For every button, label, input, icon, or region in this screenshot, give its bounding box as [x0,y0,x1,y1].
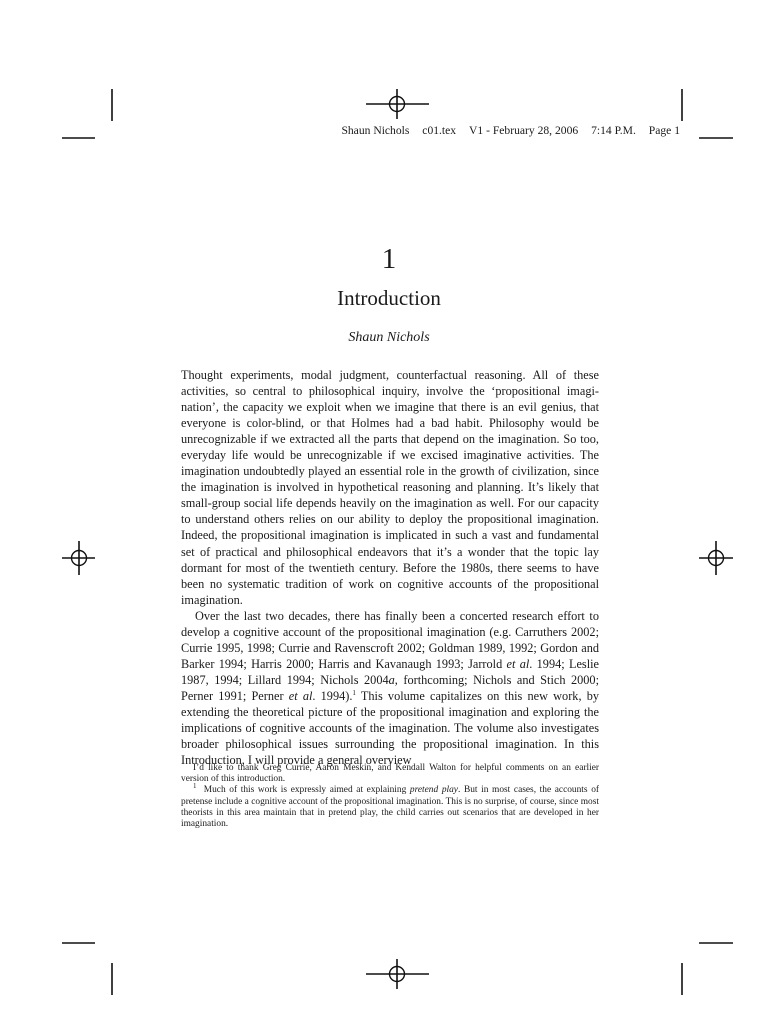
chapter-author: Shaun Nichols [348,330,430,345]
paragraph-2-text-d: . 1994). [312,688,353,703]
et-al-italic-1: et al [506,656,530,671]
registration-mark-left [62,541,95,575]
paragraph-2-text-a: Over the last two decades, there has finally been a concerted research effort to develop a cognitive account of the propositional imagination (e.g. Carruthers 2002; Currie 1995, 1998; Currie and Ravenscroft 2002; Goldman 1989, 1992; Gordon and Barker 1994; Harris 2000; Harris and Kavanaugh 1993; Jarrold [181,608,599,671]
header-time: 7:14 P.M. [591,124,636,137]
crop-mark-bottom-right [682,943,733,995]
running-header [331,124,680,137]
footnote-1 [181,782,600,830]
footnote-reference: 1 [352,688,356,697]
footnote-1-text-b: . But in most cases, the accounts of pretense include a cognitive account of the propositional imagination. This is no surprise, of course, since most theorists in this area maintain that in pretend play, the child carries out scenarios that are developed in her imagination. [181,785,600,830]
registration-mark-right [699,541,733,575]
et-al-italic-2: et al [288,688,313,703]
paragraph-1: Thought experiments, modal judgment, counterfactual reasoning. All of these activities, so central to philosophical inquiry, involve the ‘propositional imagination’, the capacity we exploit when we imagine that there is an evil genius, that everyone is color-blind, or that Holmes had a bad habit. Philosophy would be unrecognizable if we extracted all the parts that depend on the imagination. So too, everyday life would be unrecognizable if we excised imaginative activities. The imagination undoubtedly played an essential role in the growth of civilization, since the imagination is involved in hypothetical reasoning and planning. It’s likely that small-group social life depends heavily on the imagination as well. For our capacity to understand others relies on our ability to deploy the propositional imagination. Indeed, the propositional imagination is implicated in such a vast and fundamental set of practical and philosophical endeavors that it’s a wonder that the topic lay dormant for most of the twentieth century. Before the 1980s, there seems to have been no systematic tradition of work on cognitive accounts of the propositional imagination. [181,368,599,607]
registration-mark-bottom [366,959,429,989]
crop-mark-top-right [682,89,733,138]
paragraph-2-text-b: . 1994; Leslie 1987, 1994; Lillard 1994; Nichols 2004 [181,656,600,687]
footnotes [181,763,599,830]
paragraph-2 [181,608,599,768]
footnote-1-italic: pretend play [409,785,458,796]
footnote-1-number: 1 [193,782,197,791]
header-author: Shaun Nichols [341,124,410,137]
header-version: V1 - February 28, 2006 [469,124,579,137]
crop-mark-bottom-left [62,943,112,995]
chapter-title: Introduction [337,286,441,310]
citation-suffix-italic: a [388,672,395,687]
footnote-1-text-a: Much of this work is expressly aimed at explaining [203,785,410,796]
body-text [181,367,599,768]
header-page: Page 1 [648,124,680,137]
registration-mark-top [366,89,429,119]
chapter-number: 1 [381,243,397,275]
acknowledgement-note: I’d like to thank Greg Currie, Aaron Meskin, and Kendall Walton for helpful comments on an earlier version of this introduction. [181,763,599,785]
header-file: c01.tex [422,124,457,137]
paragraph-2-text-e: This volume capitalizes on this new work, by extending the theoretical picture of the propositional imagination and exploring the implications of cognitive accounts of the imagination. The volume also investigates broader philosophical issues surrounding the propositional imagination. In this Introduction, I will provide a general overview [181,688,600,768]
paragraph-2-text-c: , forthcoming; Nichols and Stich 2000; Perner 1991; Perner [181,672,600,703]
crop-mark-top-left [62,89,112,138]
